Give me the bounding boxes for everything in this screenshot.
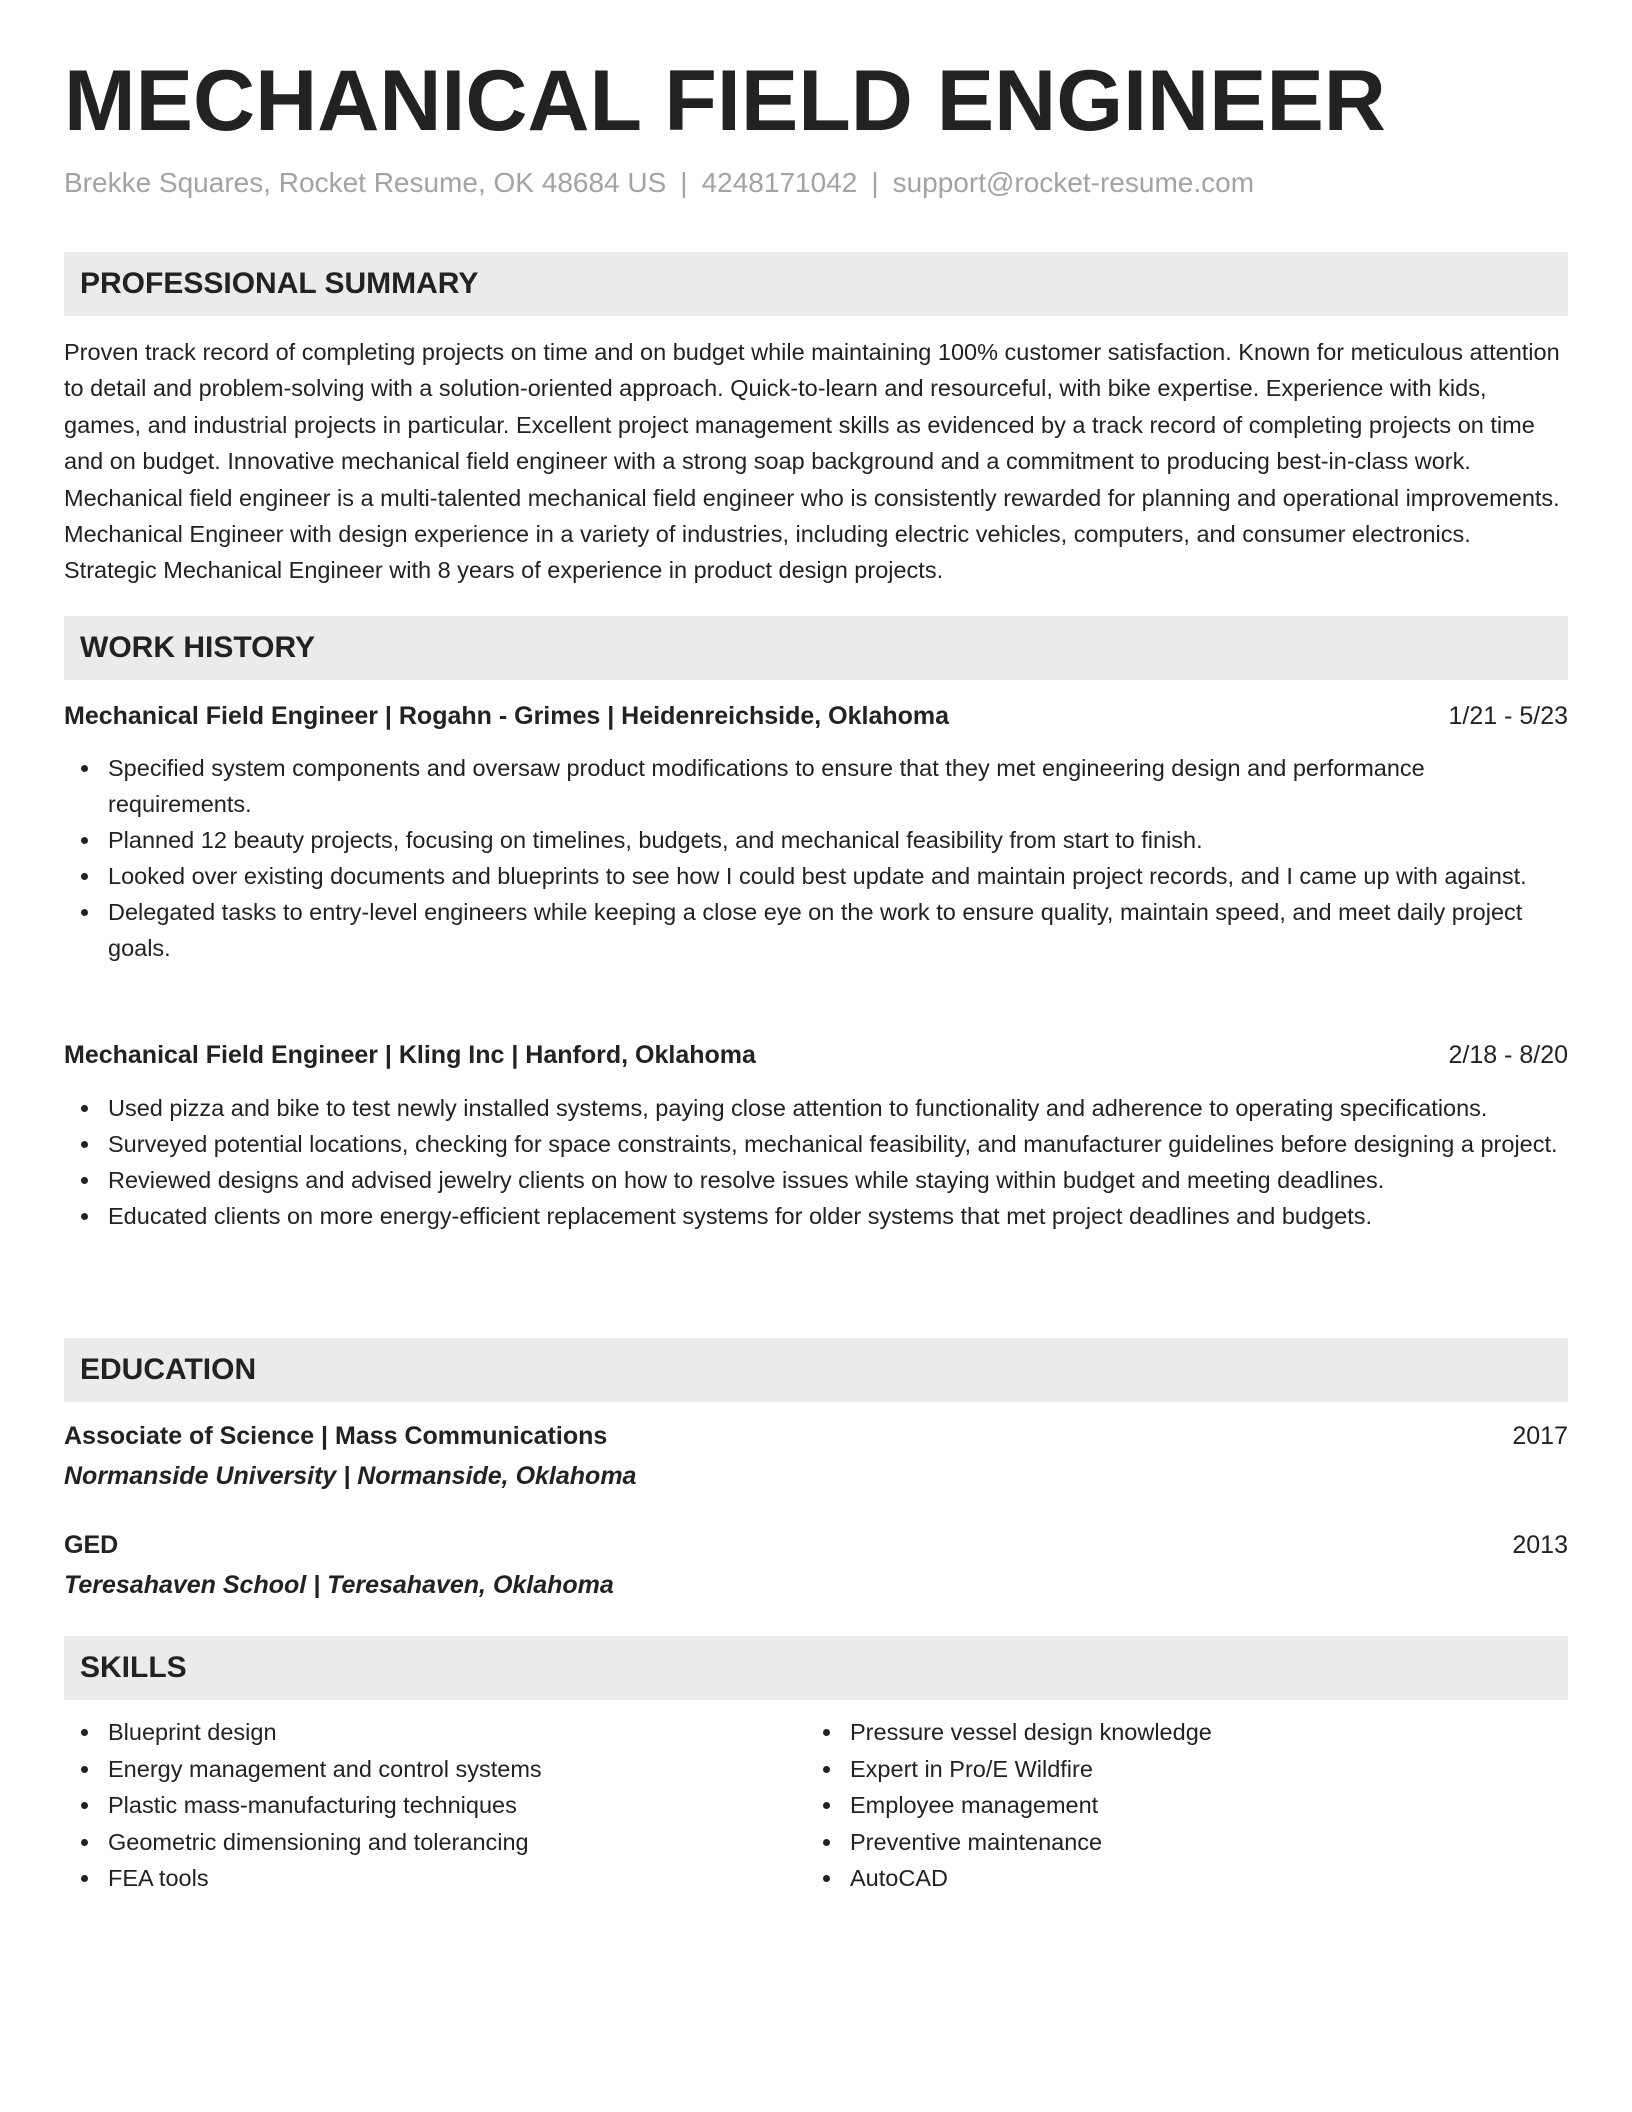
job-title-1: Mechanical Field Engineer | Rogahn - Grimes | Heidenreichside, Oklahoma: [64, 702, 950, 730]
job-bullet: Delegated tasks to entry-level engineers while keeping a close eye on the work to ensure quality, maintain speed, and meet daily project goals.: [108, 894, 1568, 966]
education-degree-1: Associate of Science | Mass Communications: [64, 1422, 608, 1450]
section-title-education: EDUCATION: [80, 1353, 257, 1386]
job-dates-2: 2/18 - 8/20: [1448, 1041, 1568, 1069]
job-bullet: Specified system components and oversaw product modifications to ensure that they met engineering design and performance requirements.: [108, 750, 1568, 822]
skill-item: Preventive maintenance: [850, 1824, 1550, 1861]
job-bullet: Reviewed designs and advised jewelry clients on how to resolve issues while staying within budget and meeting deadlines.: [108, 1162, 1568, 1198]
skill-item: Employee management: [850, 1787, 1550, 1824]
section-header-skills: [64, 1636, 1568, 1700]
contact-separator: |: [680, 167, 688, 198]
summary-paragraph: Proven track record of completing projects on time and on budget while maintaining 100% customer satisfaction. Known for meticulous attention to detail and problem-solving with a solution-oriented approach. Quick-to-learn and resourceful, with bike expertise. Experience with kids, games, and industrial projects in particular. Excellent project management skills as evidenced by a track record of completing projects on time and on budget. Innovative mechanical field engineer with a strong soap background and a commitment to producing best-in-class work. Mechanical field engineer is a multi-talented mechanical field engineer who is consistently rewarded for planning and operational improvements. Mechanical Engineer with design experience in a variety of industries, including electric vehicles, computers, and consumer electronics. Strategic Mechanical Engineer with 8 years of experience in product design projects.: [64, 339, 1560, 584]
job-bullets-2: [64, 1090, 1568, 1234]
education-school-2: Teresahaven School | Teresahaven, Oklahoma: [64, 1571, 614, 1599]
section-title-skills: SKILLS: [80, 1651, 187, 1684]
skill-item: Blueprint design: [108, 1714, 808, 1751]
skill-item: Expert in Pro/E Wildfire: [850, 1751, 1550, 1788]
section-header-education: [64, 1338, 1568, 1402]
contact-address: Brekke Squares, Rocket Resume, OK 48684 US: [64, 167, 667, 198]
contact-phone: 4248171042: [701, 167, 858, 198]
contact-email: support@rocket-resume.com: [892, 167, 1255, 198]
section-title-work-history: WORK HISTORY: [80, 631, 316, 664]
section-title-summary: PROFESSIONAL SUMMARY: [80, 267, 479, 300]
skill-item: Energy management and control systems: [108, 1751, 808, 1788]
job-bullet: Educated clients on more energy-efficient replacement systems for older systems that met project deadlines and budgets.: [108, 1198, 1568, 1234]
job-bullet: Used pizza and bike to test newly installed systems, paying close attention to functionality and adherence to operating specifications.: [108, 1090, 1568, 1126]
resume-name-title: MECHANICAL FIELD ENGINEER: [64, 53, 1386, 149]
job-dates-1: 1/21 - 5/23: [1448, 702, 1568, 730]
education-degree-2: GED: [64, 1531, 119, 1559]
job-bullets-1: [64, 750, 1568, 966]
skills-list-right: [806, 1714, 1550, 1897]
section-header-work-history: [64, 616, 1568, 680]
job-bullet: Surveyed potential locations, checking for space constraints, mechanical feasibility, and manufacturer guidelines before designing a project.: [108, 1126, 1568, 1162]
skill-item: AutoCAD: [850, 1860, 1550, 1897]
education-year-1: 2017: [1512, 1422, 1568, 1450]
section-header-summary: [64, 252, 1568, 316]
skill-item: FEA tools: [108, 1860, 808, 1897]
contact-separator: |: [871, 167, 879, 198]
skills-list-left: [64, 1714, 808, 1897]
skill-item: Pressure vessel design knowledge: [850, 1714, 1550, 1751]
education-year-2: 2013: [1512, 1531, 1568, 1559]
education-school-1: Normanside University | Normanside, Oklahoma: [64, 1462, 637, 1490]
skill-item: Geometric dimensioning and tolerancing: [108, 1824, 808, 1861]
skill-item: Plastic mass-manufacturing techniques: [108, 1787, 808, 1824]
job-bullet: Looked over existing documents and blueprints to see how I could best update and maintain project records, and I came up with against.: [108, 858, 1568, 894]
contact-line: [64, 166, 1254, 200]
job-bullet: Planned 12 beauty projects, focusing on timelines, budgets, and mechanical feasibility from start to finish.: [108, 822, 1568, 858]
job-title-2: Mechanical Field Engineer | Kling Inc | Hanford, Oklahoma: [64, 1041, 756, 1069]
